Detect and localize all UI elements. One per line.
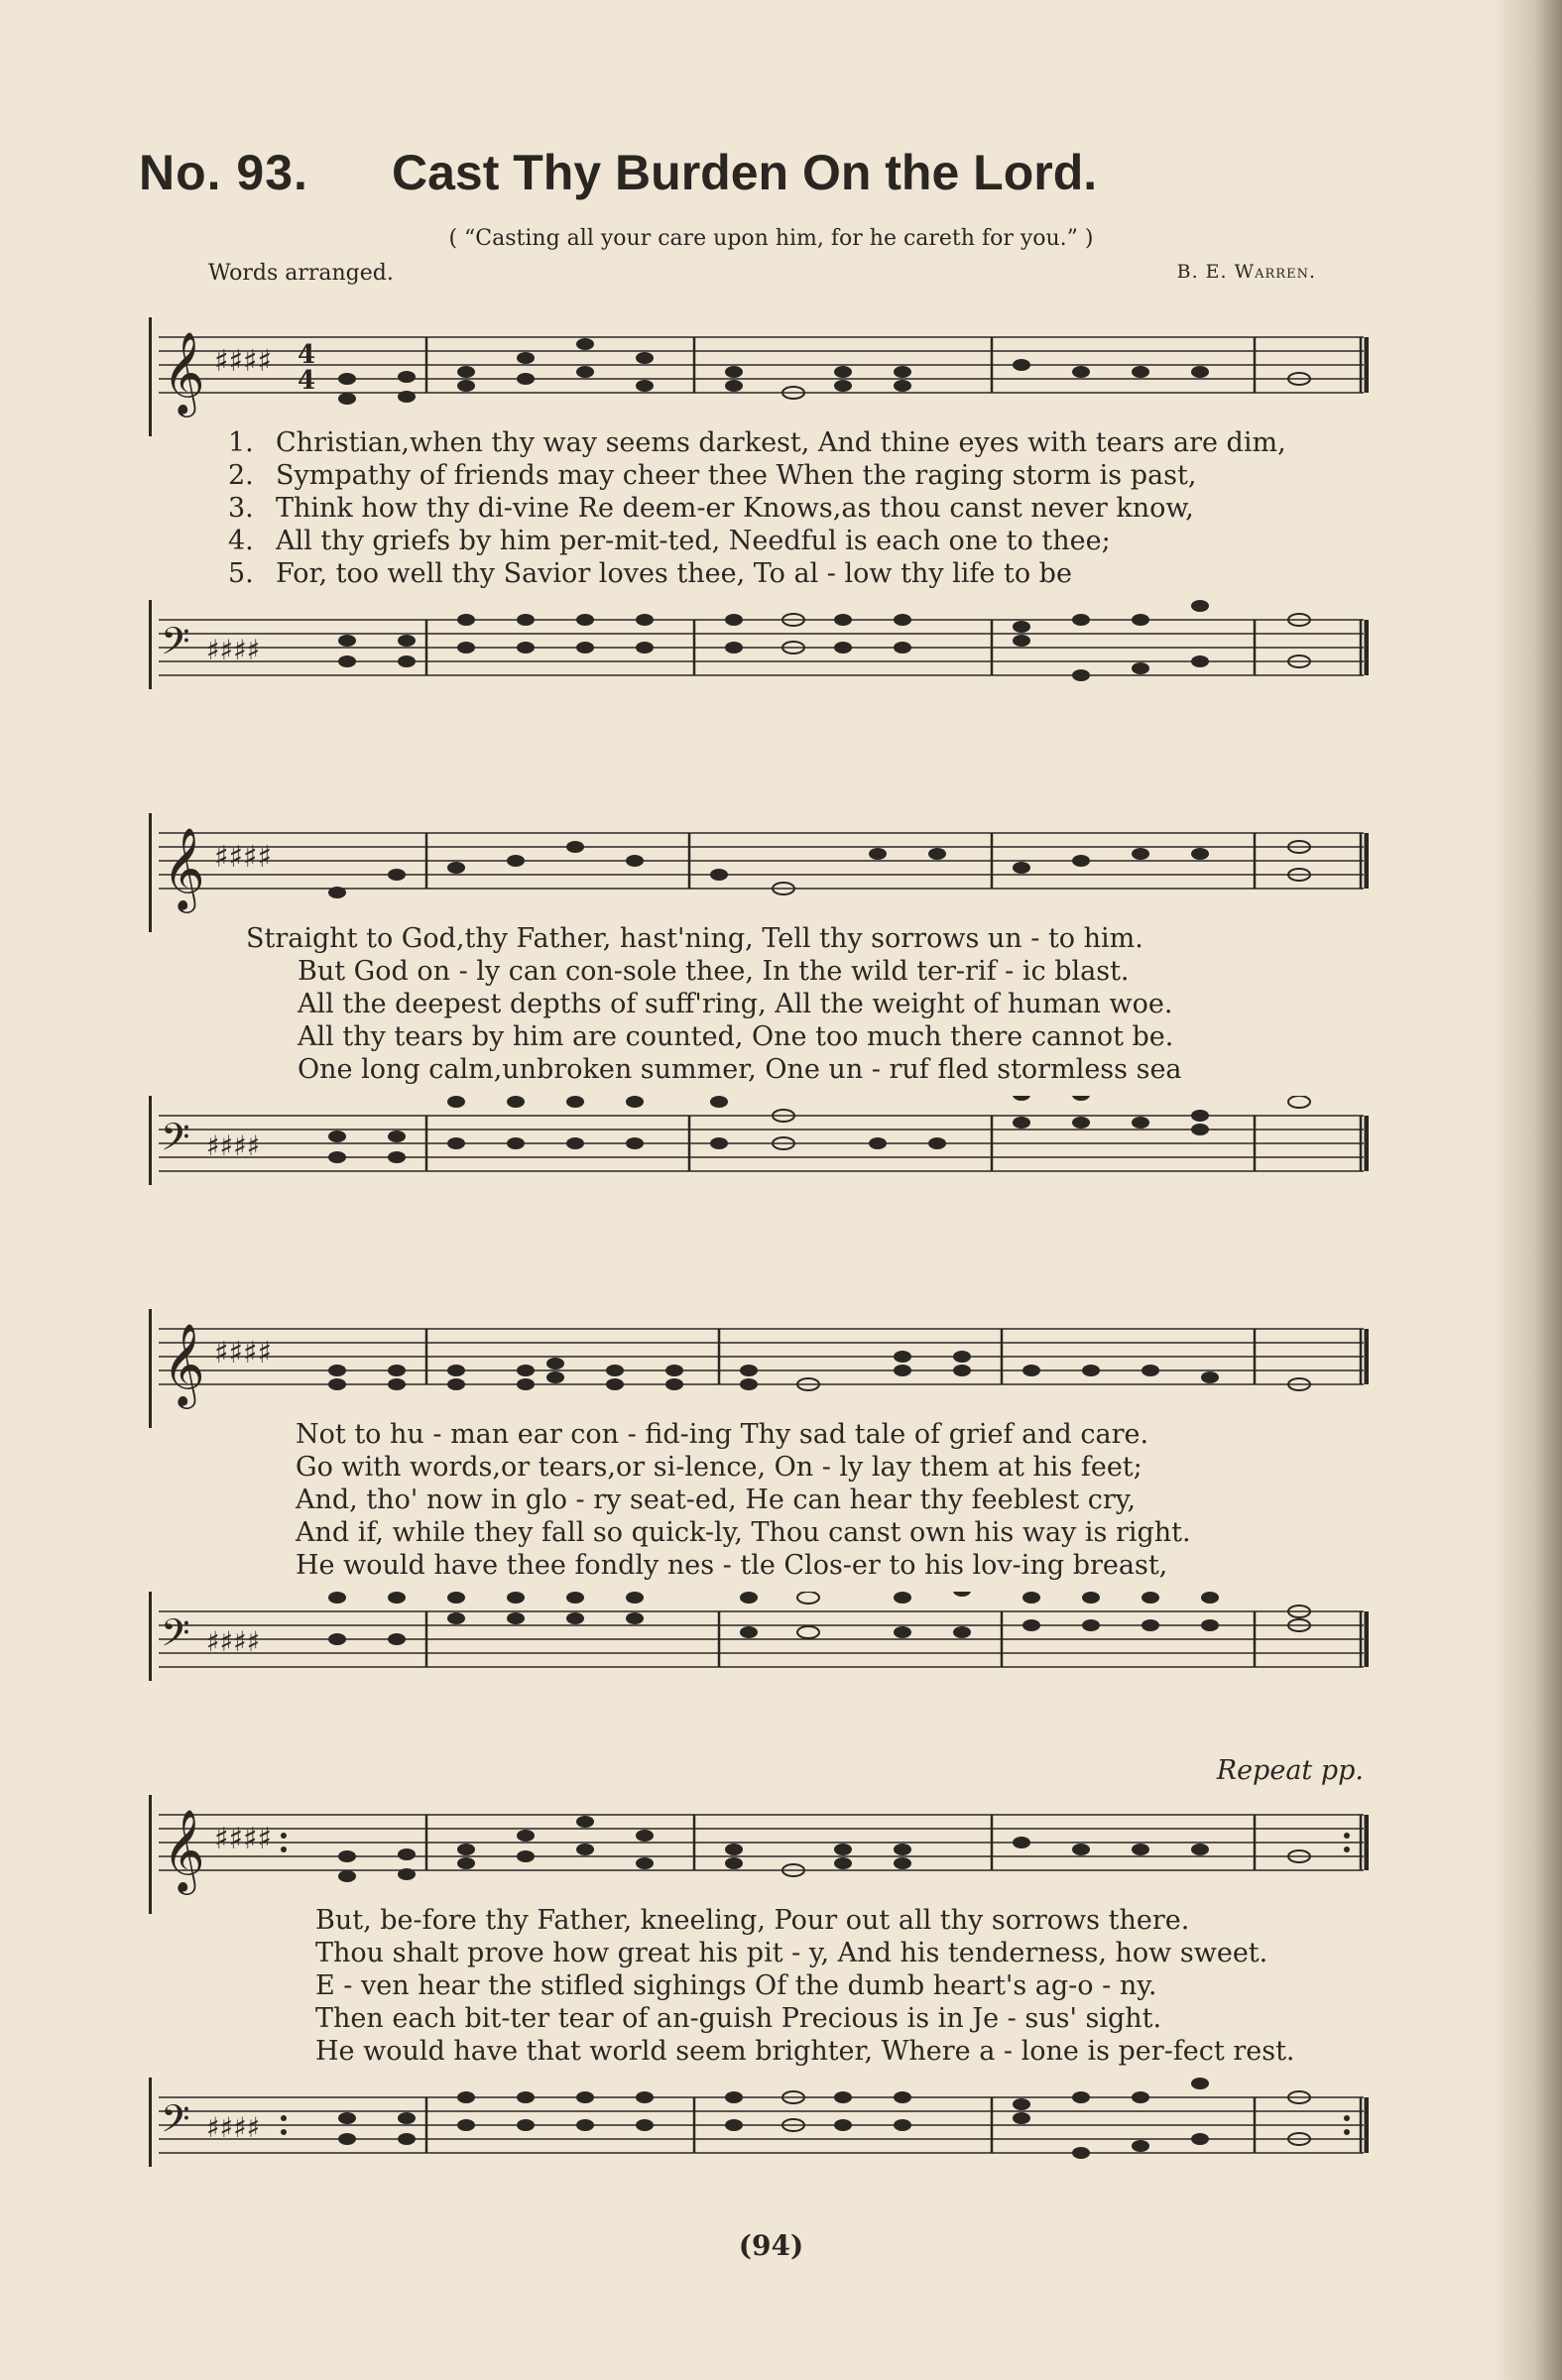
- verse-number: 4.: [228, 526, 254, 556]
- lyric-line: He would have that world seem brighter, Where a - lone is per-fect rest.: [315, 2036, 1295, 2067]
- lyrics-system-2: [246, 922, 1182, 1086]
- svg-text:♯♯♯♯: ♯♯♯♯: [206, 2111, 261, 2144]
- lyric-line: Go with words,or tears,or si-lence, On - ly lay them at his feet;: [296, 1452, 1142, 1483]
- svg-text:♯♯♯♯: ♯♯♯♯: [206, 1130, 261, 1162]
- lyric-line: All thy griefs by him per-mit-ted, Needful is each one to thee;: [276, 526, 1111, 556]
- words-credit: Words arranged.: [208, 261, 394, 286]
- bass-staff-svg: [149, 600, 1369, 719]
- lyric-line: Then each bit-ter tear of an-guish Precious is in Je - sus' sight.: [315, 2003, 1162, 2034]
- svg-text:𝄢: 𝄢: [161, 2096, 190, 2150]
- lyric-line: And, tho' now in glo - ry seat-ed, He can hear thy feeblest cry,: [296, 1485, 1137, 1515]
- treble-staff-svg: [149, 1795, 1369, 1914]
- treble-staff: [149, 1795, 1369, 1914]
- svg-text:♯♯♯♯: ♯♯♯♯: [206, 634, 261, 666]
- lyric-line: For, too well thy Savior loves thee, To al - low thy life to be: [276, 558, 1072, 589]
- treble-staff-svg: [149, 317, 1369, 436]
- lyric-line: Straight to God,thy Father, hast'ning, Tell thy sorrows un - to him.: [246, 923, 1143, 954]
- scripture-quote: ( “Casting all your care upon him, for he careth for you.” ): [448, 226, 1094, 251]
- lyrics-system-1: [228, 426, 1286, 590]
- svg-text:4: 4: [298, 340, 316, 370]
- treble-staff-svg: [149, 813, 1369, 932]
- svg-text:♯♯♯♯: ♯♯♯♯: [214, 1336, 273, 1370]
- lyrics-system-4: [315, 1904, 1295, 2068]
- bass-staff: [149, 1096, 1369, 1215]
- treble-staff-svg: [149, 1309, 1369, 1428]
- lyric-line: He would have thee fondly nes - tle Clos-er to his lov-ing breast,: [296, 1550, 1168, 1581]
- hymn-number: No. 93.: [139, 145, 308, 200]
- lyric-line: All the deepest depths of suff'ring, All the weight of human woe.: [298, 989, 1173, 1019]
- lyric-line: One long calm,unbroken summer, One un - ruf fled stormless sea: [298, 1054, 1182, 1085]
- lyrics-system-3: [296, 1418, 1191, 1582]
- verse-number: 3.: [228, 493, 254, 524]
- svg-text:♯♯♯♯: ♯♯♯♯: [214, 840, 273, 875]
- svg-text:𝄞: 𝄞: [163, 1808, 205, 1891]
- bass-staff-svg: [149, 2078, 1369, 2197]
- bass-staff: [149, 1592, 1369, 1711]
- lyric-line: Thou shalt prove how great his pit - y, And his tenderness, how sweet.: [315, 1938, 1268, 1968]
- svg-text:𝄞: 𝄞: [163, 330, 205, 414]
- bass-staff-svg: [149, 1096, 1369, 1215]
- treble-staff: [149, 317, 1369, 436]
- verse-number: 1.: [228, 427, 254, 458]
- bass-staff: [149, 600, 1369, 719]
- lyric-line: And if, while they fall so quick-ly, Thou canst own his way is right.: [296, 1517, 1191, 1548]
- lyric-line: Sympathy of friends may cheer thee When the raging storm is past,: [276, 460, 1197, 491]
- svg-text:𝄢: 𝄢: [161, 619, 190, 672]
- lyric-line: But God on - ly can con-sole thee, In the wild ter-rif - ic blast.: [298, 956, 1130, 987]
- page-edge-shadow: [1493, 0, 1562, 2380]
- verse-number: 2.: [228, 460, 254, 491]
- lyric-line: All thy tears by him are counted, One too much there cannot be.: [298, 1021, 1174, 1052]
- svg-text:4: 4: [298, 366, 316, 396]
- lyric-line: Not to hu - man ear con - fid-ing Thy sad tale of grief and care.: [296, 1419, 1149, 1450]
- svg-text:♯♯♯♯: ♯♯♯♯: [214, 1822, 273, 1856]
- treble-staff: [149, 813, 1369, 932]
- hymn-title: Cast Thy Burden On the Lord.: [392, 145, 1098, 200]
- verse-number: 5.: [228, 558, 254, 589]
- svg-text:♯♯♯♯: ♯♯♯♯: [206, 1625, 261, 1658]
- svg-text:♯♯♯♯: ♯♯♯♯: [214, 344, 273, 379]
- repeat-marking: Repeat pp.: [1216, 1755, 1364, 1786]
- lyric-line: Christian,when thy way seems darkest, And thine eyes with tears are dim,: [276, 427, 1286, 458]
- composer-credit: B. E. Warren.: [1176, 261, 1316, 283]
- bass-staff: [149, 2078, 1369, 2197]
- page-number: (94): [738, 2229, 804, 2262]
- svg-text:𝄢: 𝄢: [161, 1610, 190, 1664]
- lyric-line: But, be-fore thy Father, kneeling, Pour out all thy sorrows there.: [315, 1905, 1190, 1936]
- bass-staff-svg: [149, 1592, 1369, 1711]
- lyric-line: Think how thy di-vine Re deem-er Knows,as thou canst never know,: [276, 493, 1194, 524]
- svg-text:𝄢: 𝄢: [161, 1115, 190, 1168]
- svg-text:𝄞: 𝄞: [163, 1322, 205, 1405]
- treble-staff: [149, 1309, 1369, 1428]
- svg-text:𝄞: 𝄞: [163, 826, 205, 909]
- lyric-line: E - ven hear the stifled sighings Of the dumb heart's ag-o - ny.: [315, 1970, 1157, 2001]
